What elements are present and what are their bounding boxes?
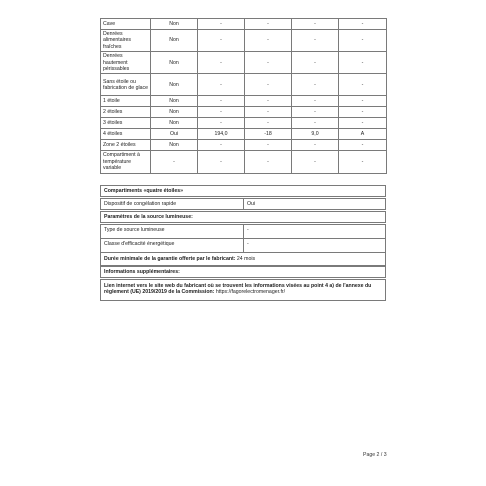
warranty-row <box>100 252 386 266</box>
table-cell: - <box>198 96 245 107</box>
table-cell: - <box>245 107 292 118</box>
table-row <box>101 140 387 151</box>
table-cell: - <box>198 30 245 52</box>
compartment-label: Denrées alimentaires fraîches <box>101 30 151 52</box>
energy-class-value: - <box>247 241 249 247</box>
table-cell: Non <box>151 96 198 107</box>
table-row <box>101 107 387 118</box>
light-type-value: - <box>247 227 249 233</box>
table-cell: -18 <box>245 129 292 140</box>
compartment-label: Compartiment à température variable <box>101 151 151 173</box>
manufacturer-url[interactable]: https://fagorelectromenager.fr/ <box>215 289 286 296</box>
table-cell: - <box>245 30 292 52</box>
table-cell: Non <box>151 19 198 30</box>
table-cell: - <box>151 151 198 173</box>
table-cell: - <box>245 151 292 173</box>
table-cell: Non <box>151 30 198 52</box>
table-row <box>101 118 387 129</box>
energy-class-label: Classe d'efficacité énergétique <box>101 239 244 252</box>
table-cell: - <box>339 118 387 129</box>
table-cell: - <box>198 140 245 151</box>
table-cell: - <box>292 30 339 52</box>
table-cell: - <box>292 96 339 107</box>
table-cell: - <box>339 52 387 74</box>
table-cell: - <box>245 140 292 151</box>
table-cell: - <box>245 74 292 96</box>
table-cell: - <box>198 118 245 129</box>
table-cell: - <box>292 118 339 129</box>
table-cell: 9,0 <box>292 129 339 140</box>
energy-class-row <box>100 238 386 253</box>
compartment-label: 4 étoiles <box>101 129 151 140</box>
table-cell: - <box>198 151 245 173</box>
quick-freeze-row <box>100 198 386 210</box>
table-row <box>101 19 387 30</box>
compartment-label: Denrées hautement périssables <box>101 52 151 74</box>
four-star-section <box>100 185 386 197</box>
table-cell: - <box>198 74 245 96</box>
table-cell: - <box>339 151 387 173</box>
table-row <box>101 151 387 173</box>
table-cell: - <box>292 52 339 74</box>
table-cell: - <box>292 74 339 96</box>
table-cell: - <box>339 19 387 30</box>
table-cell: - <box>339 74 387 96</box>
compartment-label: Zone 2 étoiles <box>101 140 151 151</box>
table-cell: - <box>292 19 339 30</box>
light-source-title: Paramètres de la source lumineuse: <box>104 214 193 220</box>
light-source-section <box>100 211 386 223</box>
compartment-label: 3 étoiles <box>101 118 151 129</box>
table-cell: Non <box>151 118 198 129</box>
table-cell: - <box>339 30 387 52</box>
compartments-table <box>100 18 387 174</box>
table-row <box>101 52 387 74</box>
table-cell: A <box>339 129 387 140</box>
table-row <box>101 30 387 52</box>
manufacturer-link-text: Lien internet vers le site web du fabricant où se trouvent les informations visées au point 4 a) de l'annexe du règlement (UE) 2019/2019 de la Commission: <box>104 283 372 296</box>
table-row <box>101 129 387 140</box>
quick-freeze-label: Dispositif de congélation rapide <box>101 199 244 209</box>
table-cell: Non <box>151 74 198 96</box>
four-star-title: Compartiments «quatre étoiles» <box>104 188 183 194</box>
table-cell: Non <box>151 107 198 118</box>
light-type-row <box>100 224 386 239</box>
table-cell: - <box>339 107 387 118</box>
table-cell: Non <box>151 140 198 151</box>
table-cell: 194,0 <box>198 129 245 140</box>
table-cell: - <box>198 19 245 30</box>
compartment-label: 1 étoile <box>101 96 151 107</box>
quick-freeze-value: Oui <box>247 201 256 207</box>
table-cell: - <box>339 96 387 107</box>
page-number: Page 2 / 3 <box>363 452 387 458</box>
warranty-value: 24 mois <box>236 256 256 262</box>
table-cell: - <box>292 151 339 173</box>
table-cell: Oui <box>151 129 198 140</box>
additional-info-title: Informations supplémentaires: <box>104 269 180 275</box>
table-cell: - <box>198 107 245 118</box>
additional-info-section <box>100 266 386 278</box>
manufacturer-link-row <box>100 279 386 301</box>
table-cell: - <box>245 96 292 107</box>
compartment-label: 2 étoiles <box>101 107 151 118</box>
table-row <box>101 74 387 96</box>
table-cell: - <box>292 107 339 118</box>
table-cell: - <box>245 52 292 74</box>
compartment-label: Cave <box>101 19 151 30</box>
table-cell: - <box>339 140 387 151</box>
light-type-label: Type de source lumineuse <box>101 225 244 238</box>
table-cell: Non <box>151 52 198 74</box>
table-cell: - <box>292 140 339 151</box>
table-row <box>101 96 387 107</box>
table-cell: - <box>245 19 292 30</box>
table-cell: - <box>245 118 292 129</box>
compartment-label: Sans étoile ou fabrication de glace <box>101 74 151 96</box>
table-cell: - <box>198 52 245 74</box>
warranty-label: Durée minimale de la garantie offerte par le fabricant: <box>104 256 236 262</box>
